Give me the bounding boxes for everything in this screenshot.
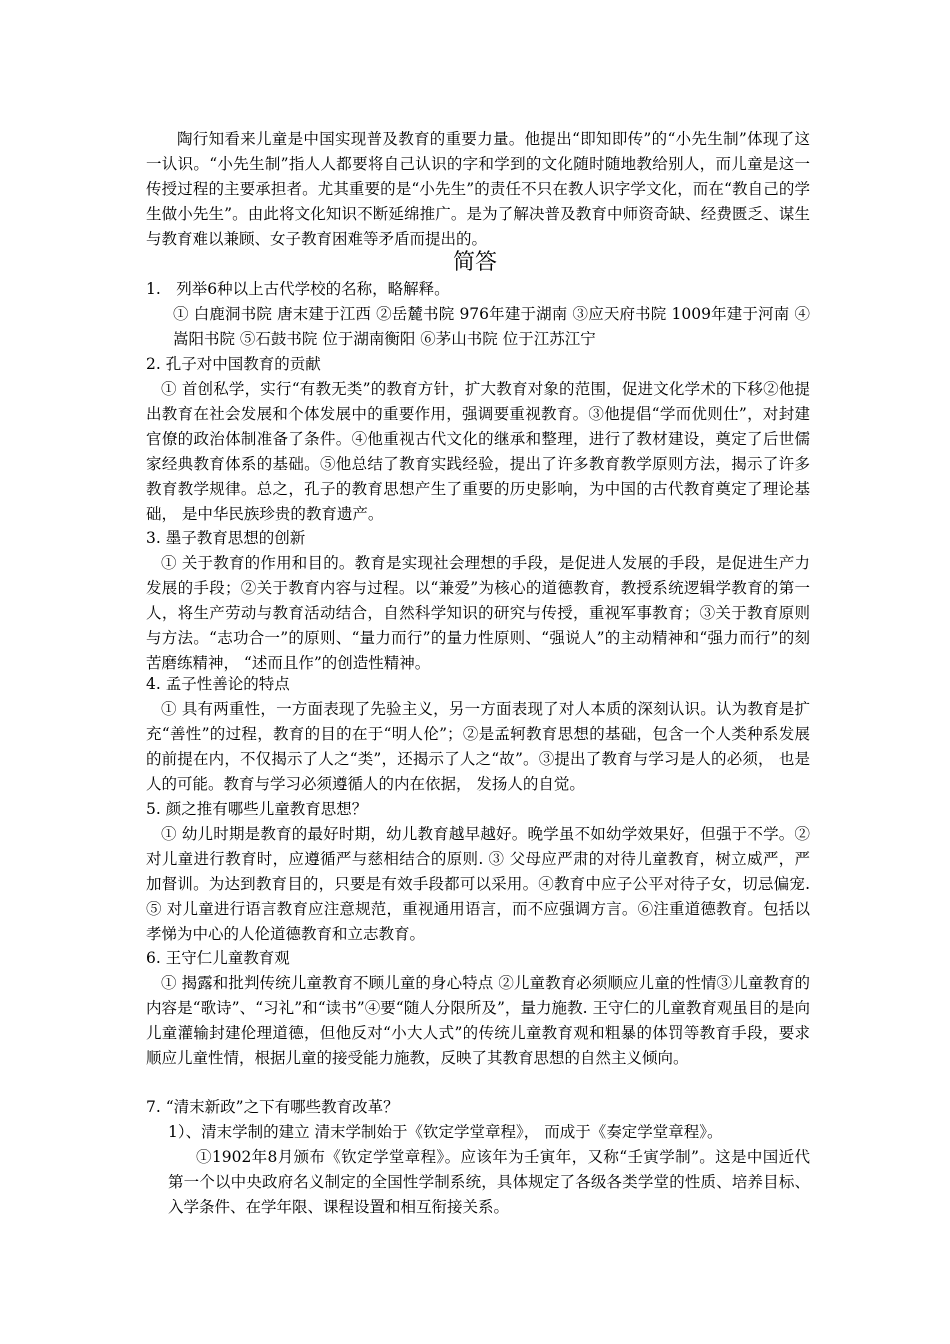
question-4-heading: 4. 孟子性善论的特点: [146, 675, 290, 693]
question-7-subheading: 1）、清末学制的建立 清末学制始于《钦定学堂章程》， 而成于《奏定学堂章程》。: [168, 1123, 723, 1141]
question-3-answer: ① 关于教育的作用和目的。教育是实现社会理想的手段，是促进人发展的手段，是促进生产力发展的手段；②关于教育内容与过程。以“兼爱”为核心的道德教育，教授系统逻辑学教育的第一人，将生产劳动与教育活动结合，自然科学知识的研究与传授，重视军事教育；③关于教育原则与方法。“志功合一”的原则、“量力而行”的量力性原则、“强说人”的主动精神和“强力而行”的刻苦磨练精神， “述而且作”的创造性精神。: [146, 554, 810, 672]
question-5-answer: ① 幼儿时期是教育的最好时期，幼儿教育越早越好。晚学虽不如幼学效果好，但强于不学。②对儿童进行教育时，应遵循严与慈相结合的原则. ③ 父母应严肃的对待儿童教育，树立威严，严加督训。为达到教育目的，只要是有效手段都可以采用。④教育中应子公平对待子女，切忌偏宠. ⑤ 对儿童进行语言教育应注意规范，重视通用语言，而不应强调方言。⑥注重道德教育。包括以孝悌为中心的人伦道德教育和立志教育。: [146, 825, 810, 943]
section-title: 简答: [452, 250, 497, 275]
question-5-heading: 5. 颜之推有哪些儿童教育思想？: [146, 800, 368, 818]
intro-block: [146, 127, 810, 252]
question-6: [146, 946, 810, 1071]
question-7: [146, 1095, 810, 1220]
question-2-answer: ① 首创私学，实行“有教无类”的教育方针，扩大教育对象的范围，促进文化学术的下移②他提出教育在社会发展和个体发展中的重要作用，强调要重视教育。③他提倡“学而优则仕”，对封建官僚的政治体制准备了条件。④他重视古代文化的继承和整理，进行了教材建设，奠定了后世儒家经典教育体系的基础。⑤他总结了教育实践经验，提出了许多教育教学原则方法，揭示了许多教育教学规律。总之，孔子的教育思想产生了重要的历史影响，为中国的古代教育奠定了理论基础， 是中华民族珍贵的教育遗产。: [146, 380, 810, 523]
question-4-answer: ① 具有两重性，一方面表现了先验主义，另一方面表现了对人本质的深刻认识。认为教育是扩充“善性”的过程，教育的目的在于“明人伦”；②是孟轲教育思想的基础，包含一个人类种系发展的前提在内，不仅揭示了人之“类”，还揭示了人之“故”。③提出了教育与学习是人的必须， 也是人的可能。教育与学习必须遵循人的内在依据， 发扬人的自觉。: [146, 700, 810, 793]
question-4: [146, 672, 810, 797]
question-1-heading: 1. 列举6种以上古代学校的名称，略解释。: [146, 280, 450, 298]
question-1: [146, 277, 810, 352]
question-5: [146, 797, 810, 947]
question-1-answer: ① 白鹿洞书院 唐末建于江西 ②岳麓书院 976年建于湖南 ③应天府书院 1009年建于河南 ④嵩阳书院 ⑤石鼓书院 位于湖南衡阳 ⑥茅山书院 位于江苏江宁: [173, 305, 810, 348]
question-6-answer: ① 揭露和批判传统儿童教育不顾儿童的身心特点 ②儿童教育必须顺应儿童的性情③儿童教育的内容是“歌诗”、“习礼”和“读书”④要“随人分限所及”，量力施教. 王守仁的儿童教育观虽目的是向儿童灌输封建伦理道德，但他反对“小大人式”的传统儿童教育观和粗暴的体罚等教育手段，要求顺应儿童性情，根据儿童的接受能力施教，反映了其教育思想的自然主义倾向。: [146, 974, 810, 1067]
question-2: [146, 352, 810, 527]
question-3: [146, 526, 810, 676]
question-7-heading: 7. “清末新政”之下有哪些教育改革？: [146, 1098, 399, 1116]
question-6-heading: 6. 王守仁儿童教育观: [146, 949, 290, 967]
question-2-heading: 2. 孔子对中国教育的贡献: [146, 355, 321, 373]
question-3-heading: 3. 墨子教育思想的创新: [146, 529, 306, 547]
question-7-answer: ①1902年8月颁布《钦定学堂章程》。应该年为壬寅年，又称“壬寅学制”。这是中国近代第一个以中央政府名义制定的全国性学制系统，具体规定了各级各类学堂的性质、培养目标、入学条件、在学年限、课程设置和相互衔接关系。: [168, 1148, 810, 1216]
intro-paragraph: 陶行知看来儿童是中国实现普及教育的重要力量。他提出“即知即传”的“小先生制”体现了这一认识。“小先生制”指人人都要将自己认识的字和学到的文化随时随地教给别人，而儿童是这一传授过程的主要承担者。尤其重要的是“小先生”的责任不只在教人识字学文化，而在“教自己的学生做小先生”。由此将文化知识不断延绵推广。是为了解决普及教育中师资奇缺、经费匮乏、谋生与教育难以兼顾、女子教育困难等矛盾而提出的。: [146, 130, 810, 248]
